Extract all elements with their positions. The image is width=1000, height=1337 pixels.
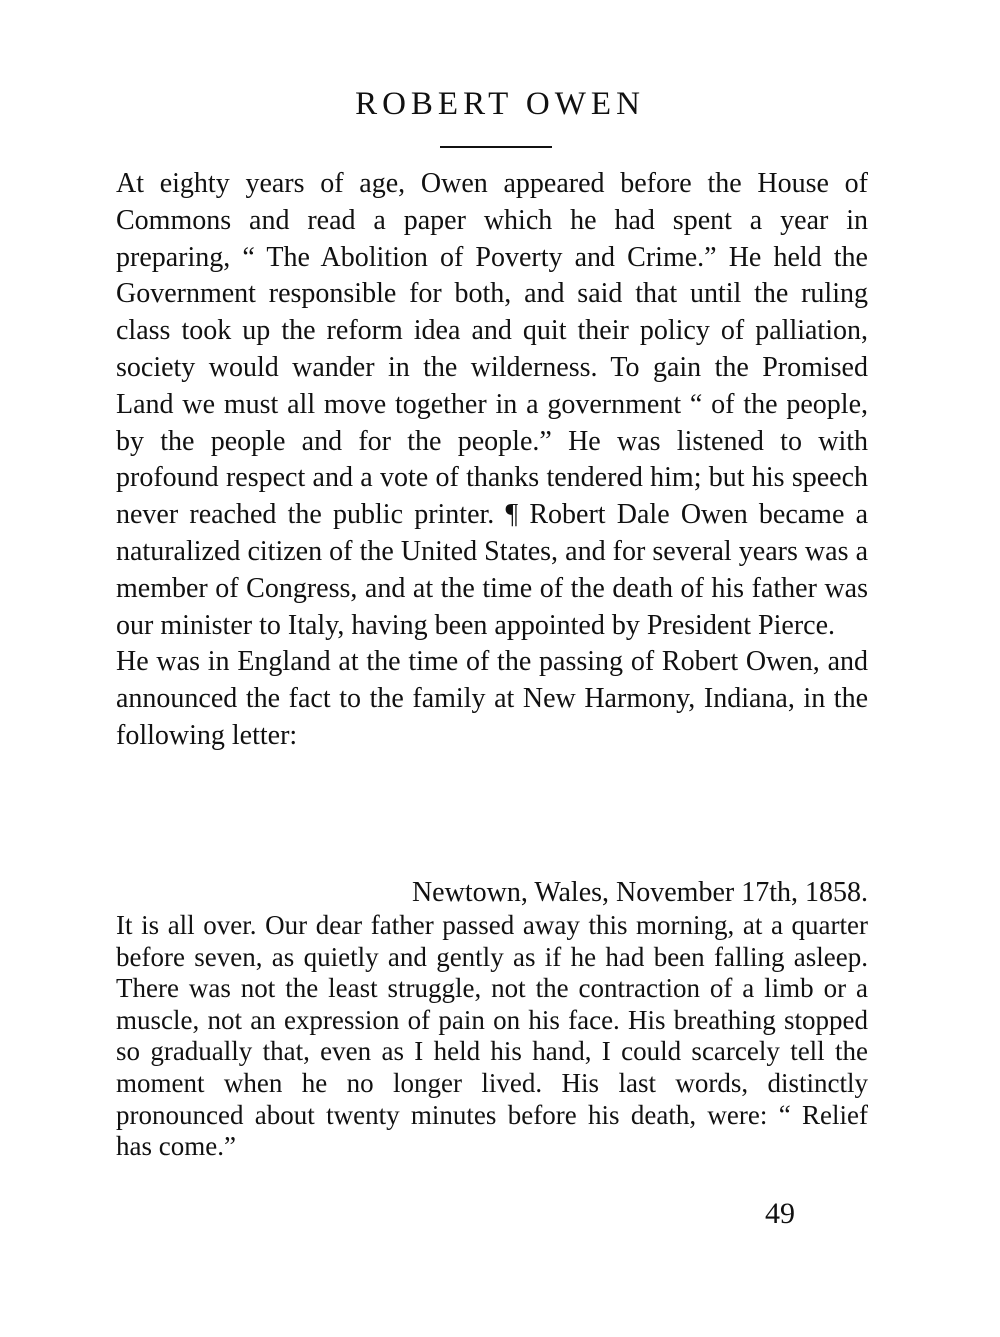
main-text	[116, 166, 868, 755]
running-head: ROBERT OWEN	[355, 86, 645, 122]
paragraph-1	[116, 166, 868, 644]
letter-dateline: Newtown, Wales, November 17th, 1858.	[411, 877, 868, 908]
paragraph-1-after-text: Robert Dale Owen became a naturalized citizen of the United States, and for several years was a member of Congress, and at the time of the death of his father was our minister to Italy, having been appointed by President Pierce.	[116, 499, 869, 641]
head-rule	[440, 146, 552, 148]
paragraph-1-before-text: At eighty years of age, Owen appeared before the House of Commons and read a paper which he had spent a year in preparing, “ The Abolition of Poverty and Crime.” He held the Government responsible for both, and said that until the ruling class took up the reform idea and quit their policy of palliation, society would wander in the wilderness. To gain the Promised Land we must all move together in a government “ of the people, by the people and for the people.” He was listened to with profound respect and a vote of thanks tendered him; but his speech never reached the public printer.	[116, 168, 868, 531]
letter-body: It is all over. Our dear father passed away this morning, at a quarter before seven, as quietly and gently as if he had been falling asleep. There was not the least struggle, not the contraction of a limb or a muscle, not an expression of pain on his face. His breathing stopped so gradually that, even as I held his hand, I could scarcely tell the moment when he no longer lived. His last words, distinctly pronounced about twenty minutes before his death, were: “ Relief has come.”	[116, 910, 868, 1162]
page-number: 49	[765, 1197, 795, 1230]
paragraph-2: He was in England at the time of the passing of Robert Owen, and announced the fact to the family at New Harmony, Indiana, in the following letter:	[116, 646, 868, 751]
pilcrow-icon: ¶	[505, 499, 519, 531]
